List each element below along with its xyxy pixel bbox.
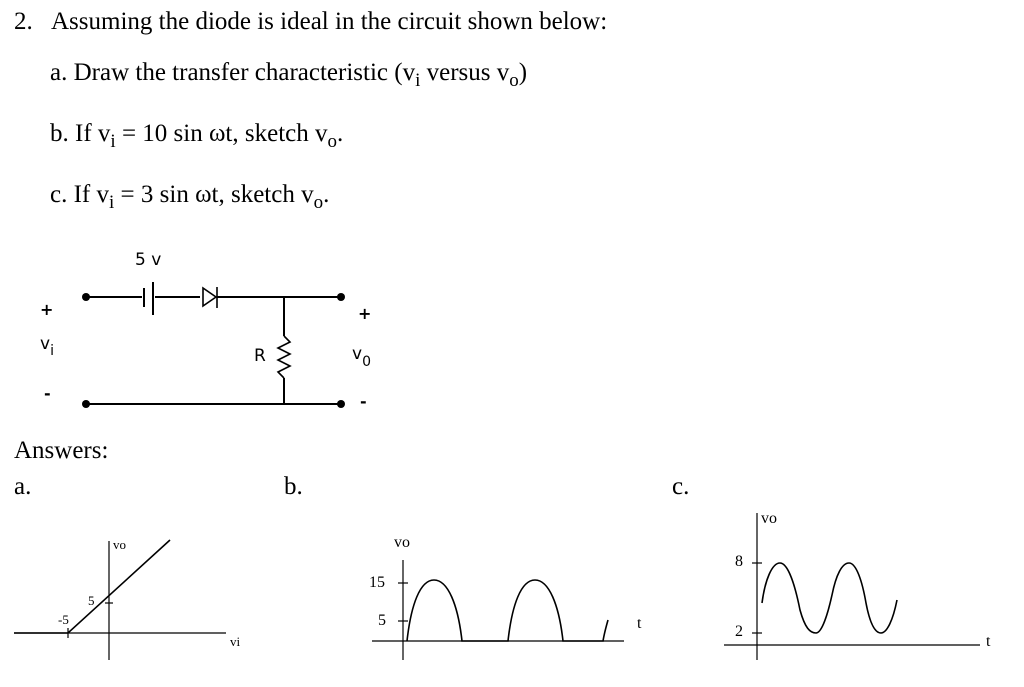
part-a-label: a. xyxy=(50,59,68,86)
answers-heading: Answers: xyxy=(14,437,109,464)
part-c-post: . xyxy=(323,181,330,208)
problem-number: 2. xyxy=(14,8,33,35)
answer-a-label: a. xyxy=(14,473,32,500)
graph-c-y-axis-label: vo xyxy=(761,510,777,527)
part-a-sub2: o xyxy=(509,70,519,91)
part-c-mid: = 3 sin ωt, sketch v xyxy=(114,181,314,208)
output-plus: + xyxy=(358,304,372,323)
input-minus: - xyxy=(44,384,51,403)
part-b-sub1: i xyxy=(110,131,116,152)
answer-c-label: c. xyxy=(672,473,690,500)
graph-b-waveform xyxy=(407,580,608,641)
graph-c-tick-2-label: 2 xyxy=(735,623,743,640)
output-voltage-label: $v_0$ xyxy=(352,344,371,370)
graph-a-tick-y-label: 5 xyxy=(88,593,95,608)
graph-a-x-axis-label: vi xyxy=(230,634,241,649)
input-plus: + xyxy=(40,300,54,319)
graph-c-tick-8-label: 8 xyxy=(735,553,743,570)
part-b-pre: If v xyxy=(75,120,111,147)
part-c-sub2: o xyxy=(313,192,324,213)
part-b-sub2: o xyxy=(327,131,337,152)
problem-statement: Assuming the diode is ideal in the circuit shown below: xyxy=(51,8,608,35)
source-voltage-label: 5 v xyxy=(135,250,162,270)
graph-a-tick-x-label: -5 xyxy=(58,612,69,627)
part-a-mid: versus v xyxy=(420,59,510,86)
graph-c-waveform xyxy=(762,563,897,633)
graph-a-y-axis-label: vo xyxy=(113,537,126,552)
part-c-sub1: i xyxy=(109,192,115,213)
output-minus: - xyxy=(360,392,367,411)
answer-b-label: b. xyxy=(284,473,303,500)
resistor-label: R xyxy=(254,346,266,366)
part-a-sub1: i xyxy=(415,70,421,91)
graph-c-x-axis-label: t xyxy=(986,633,991,650)
graph-b-tick-5-label: 5 xyxy=(378,612,386,629)
part-a-pre: Draw the transfer characteristic (v xyxy=(73,59,416,86)
graph-b-y-axis-label: vo xyxy=(394,534,410,551)
graph-b-x-axis-label: t xyxy=(637,615,642,632)
part-b-mid: = 10 sin ωt, sketch v xyxy=(115,120,328,147)
input-voltage-label: $v_i$ xyxy=(40,334,54,359)
part-c-label: c. xyxy=(50,181,68,208)
graph-a-transfer-curve xyxy=(14,540,170,633)
part-b-post: . xyxy=(336,120,344,147)
part-c-pre: If v xyxy=(73,181,110,208)
part-a-post: ) xyxy=(518,59,528,86)
part-b-label: b. xyxy=(50,120,69,147)
graph-b-tick-15-label: 15 xyxy=(369,574,385,591)
